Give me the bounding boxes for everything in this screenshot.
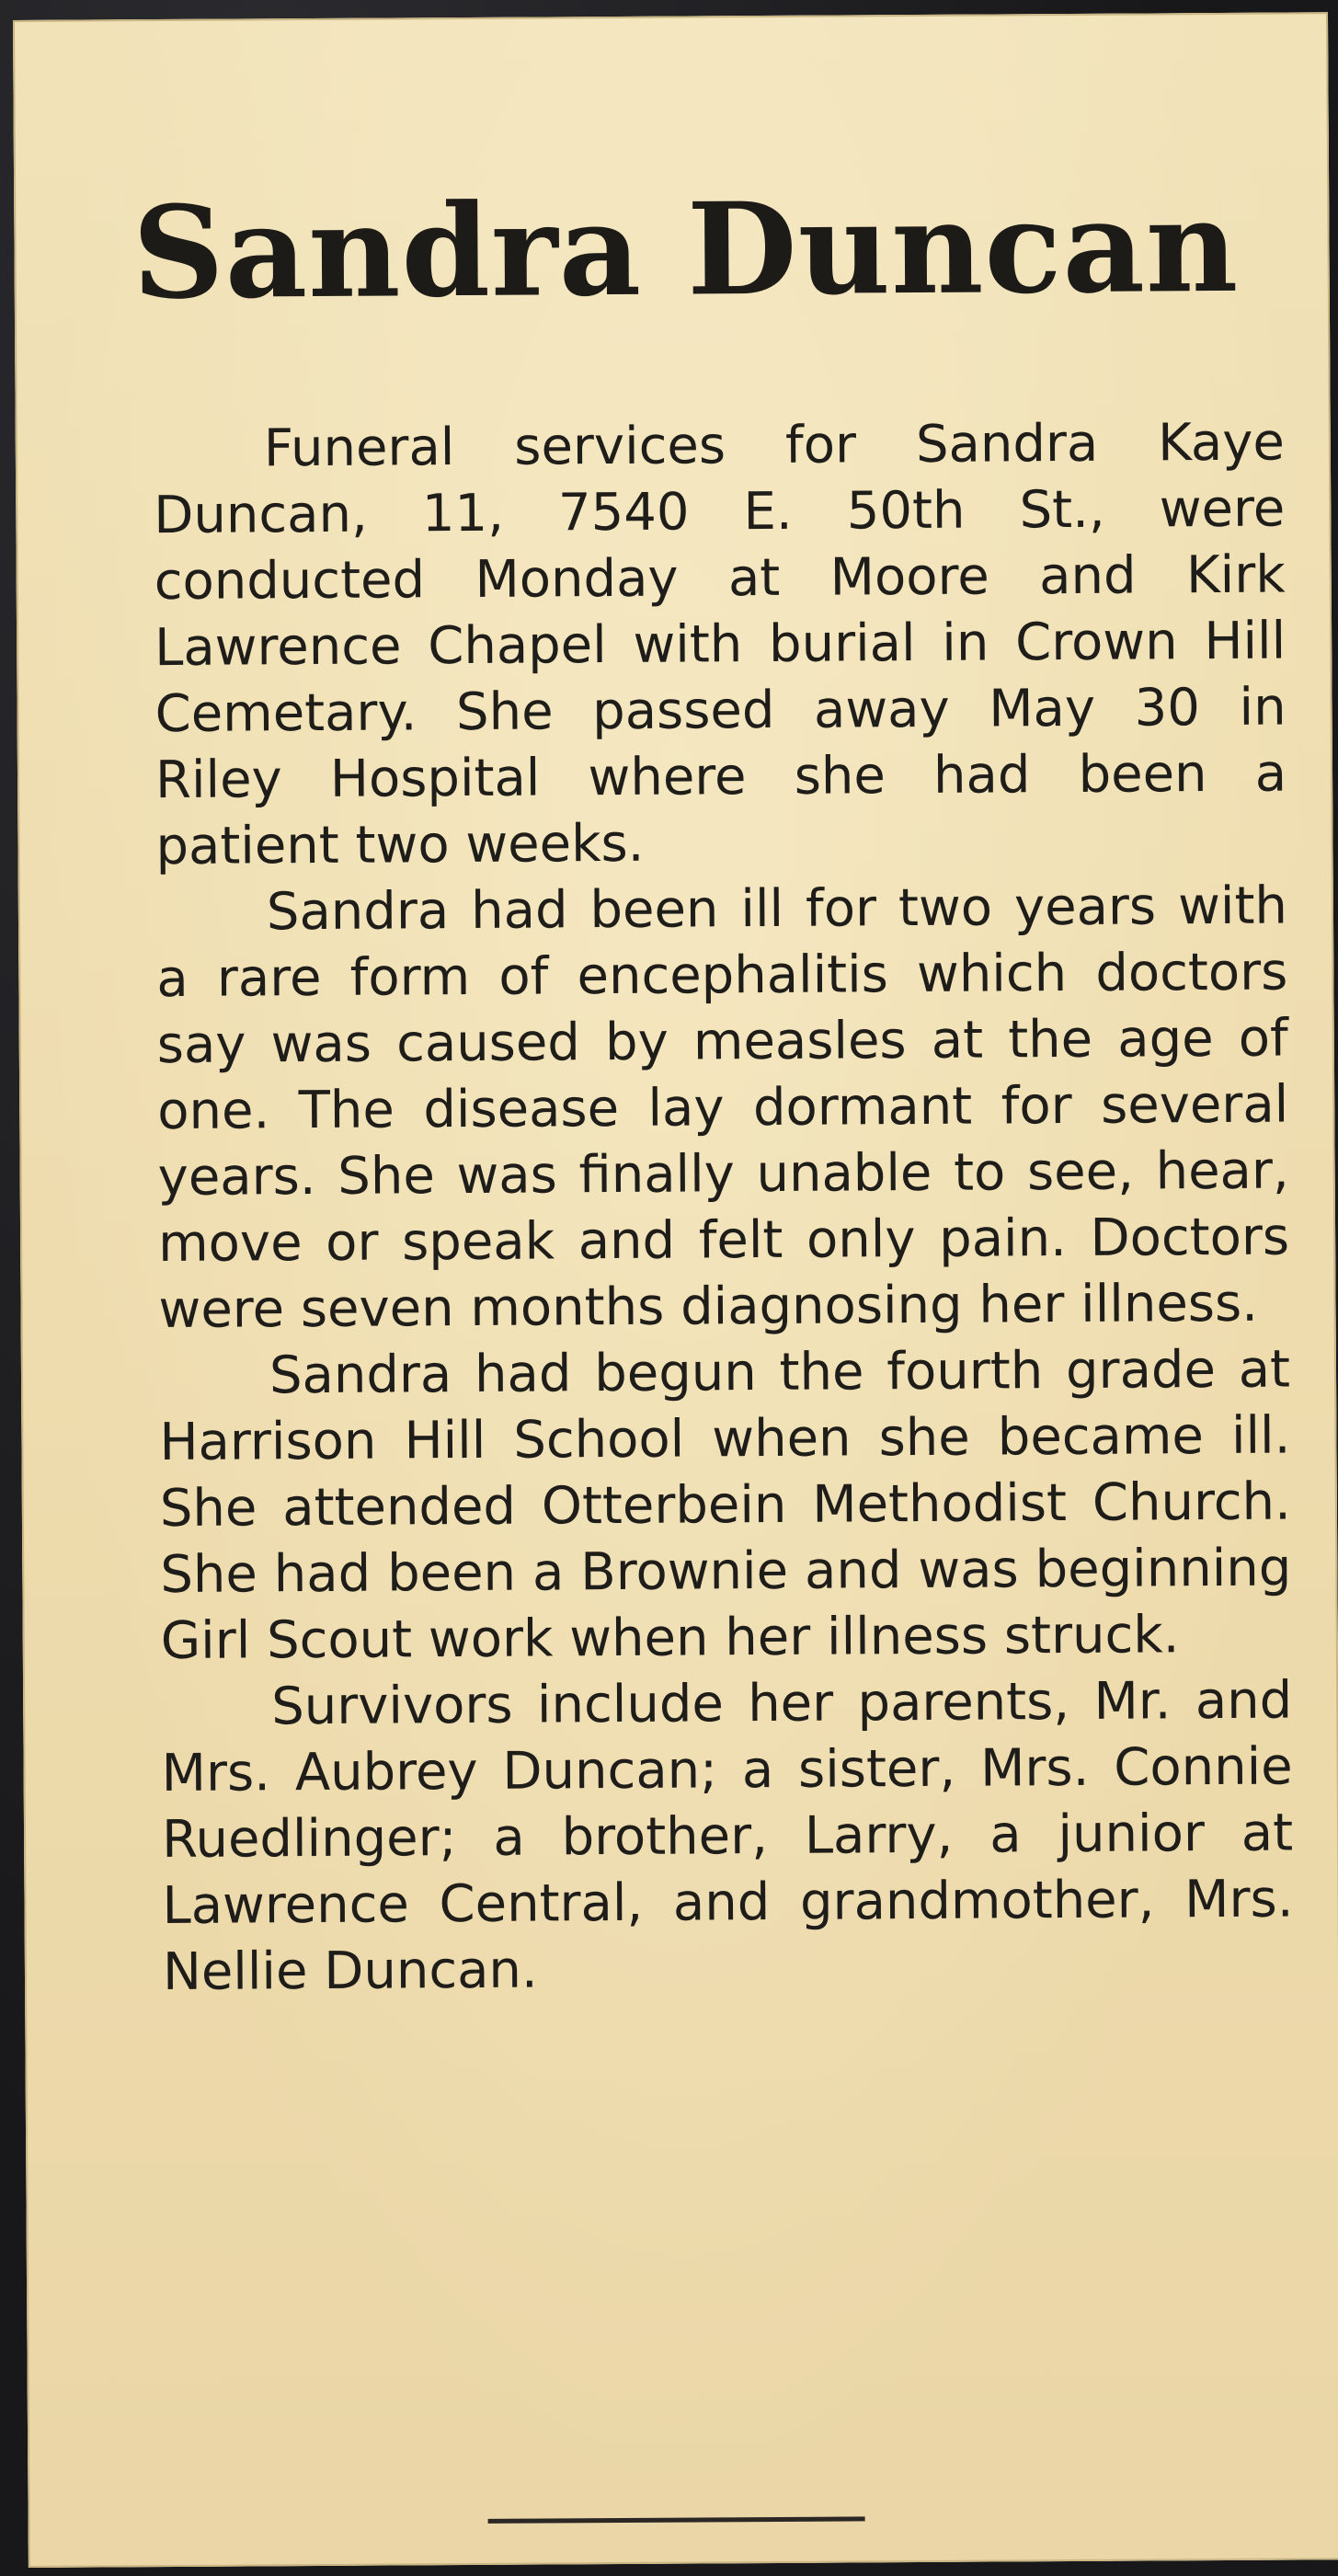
newspaper-clipping (13, 12, 1338, 2568)
paragraph-school-church: Sandra had begun the fourth grade at Harrison Hill School when she became ill. She attended Otterbein Methodist Church. She had been a Brownie and was beginning Girl Scout work when her illness struck. (159, 1339, 1292, 1672)
obituary-headline: Sandra Duncan (132, 170, 1240, 328)
obituary-body (154, 410, 1295, 2006)
paragraph-illness: Sandra had been ill for two years with a rare form of encephalitis which doctors say was caused by measles at the age of one. The disease lay dormant for several years. She was finally unable to see, hear, move or speak and felt only pain. Doctors were seven months diagnosing her illness. (156, 876, 1290, 1341)
paragraph-survivors: Survivors include her parents, Mr. and Mrs. Aubrey Duncan; a sister, Mrs. Connie Ruedlinger; a brother, Larry, a junior at Lawrence Central, and grandmother, Mrs. Nellie Duncan. (161, 1670, 1294, 2003)
end-rule-divider (488, 2516, 865, 2524)
paragraph-funeral-services: Funeral services for Sandra Kaye Duncan, 11, 7540 E. 50th St., were conducted Monday at Moore and Kirk Lawrence Chapel with burial in Crown Hill Cemetary. She passed away May 30 in Riley Hospital where she had been a patient two weeks. (154, 412, 1287, 877)
